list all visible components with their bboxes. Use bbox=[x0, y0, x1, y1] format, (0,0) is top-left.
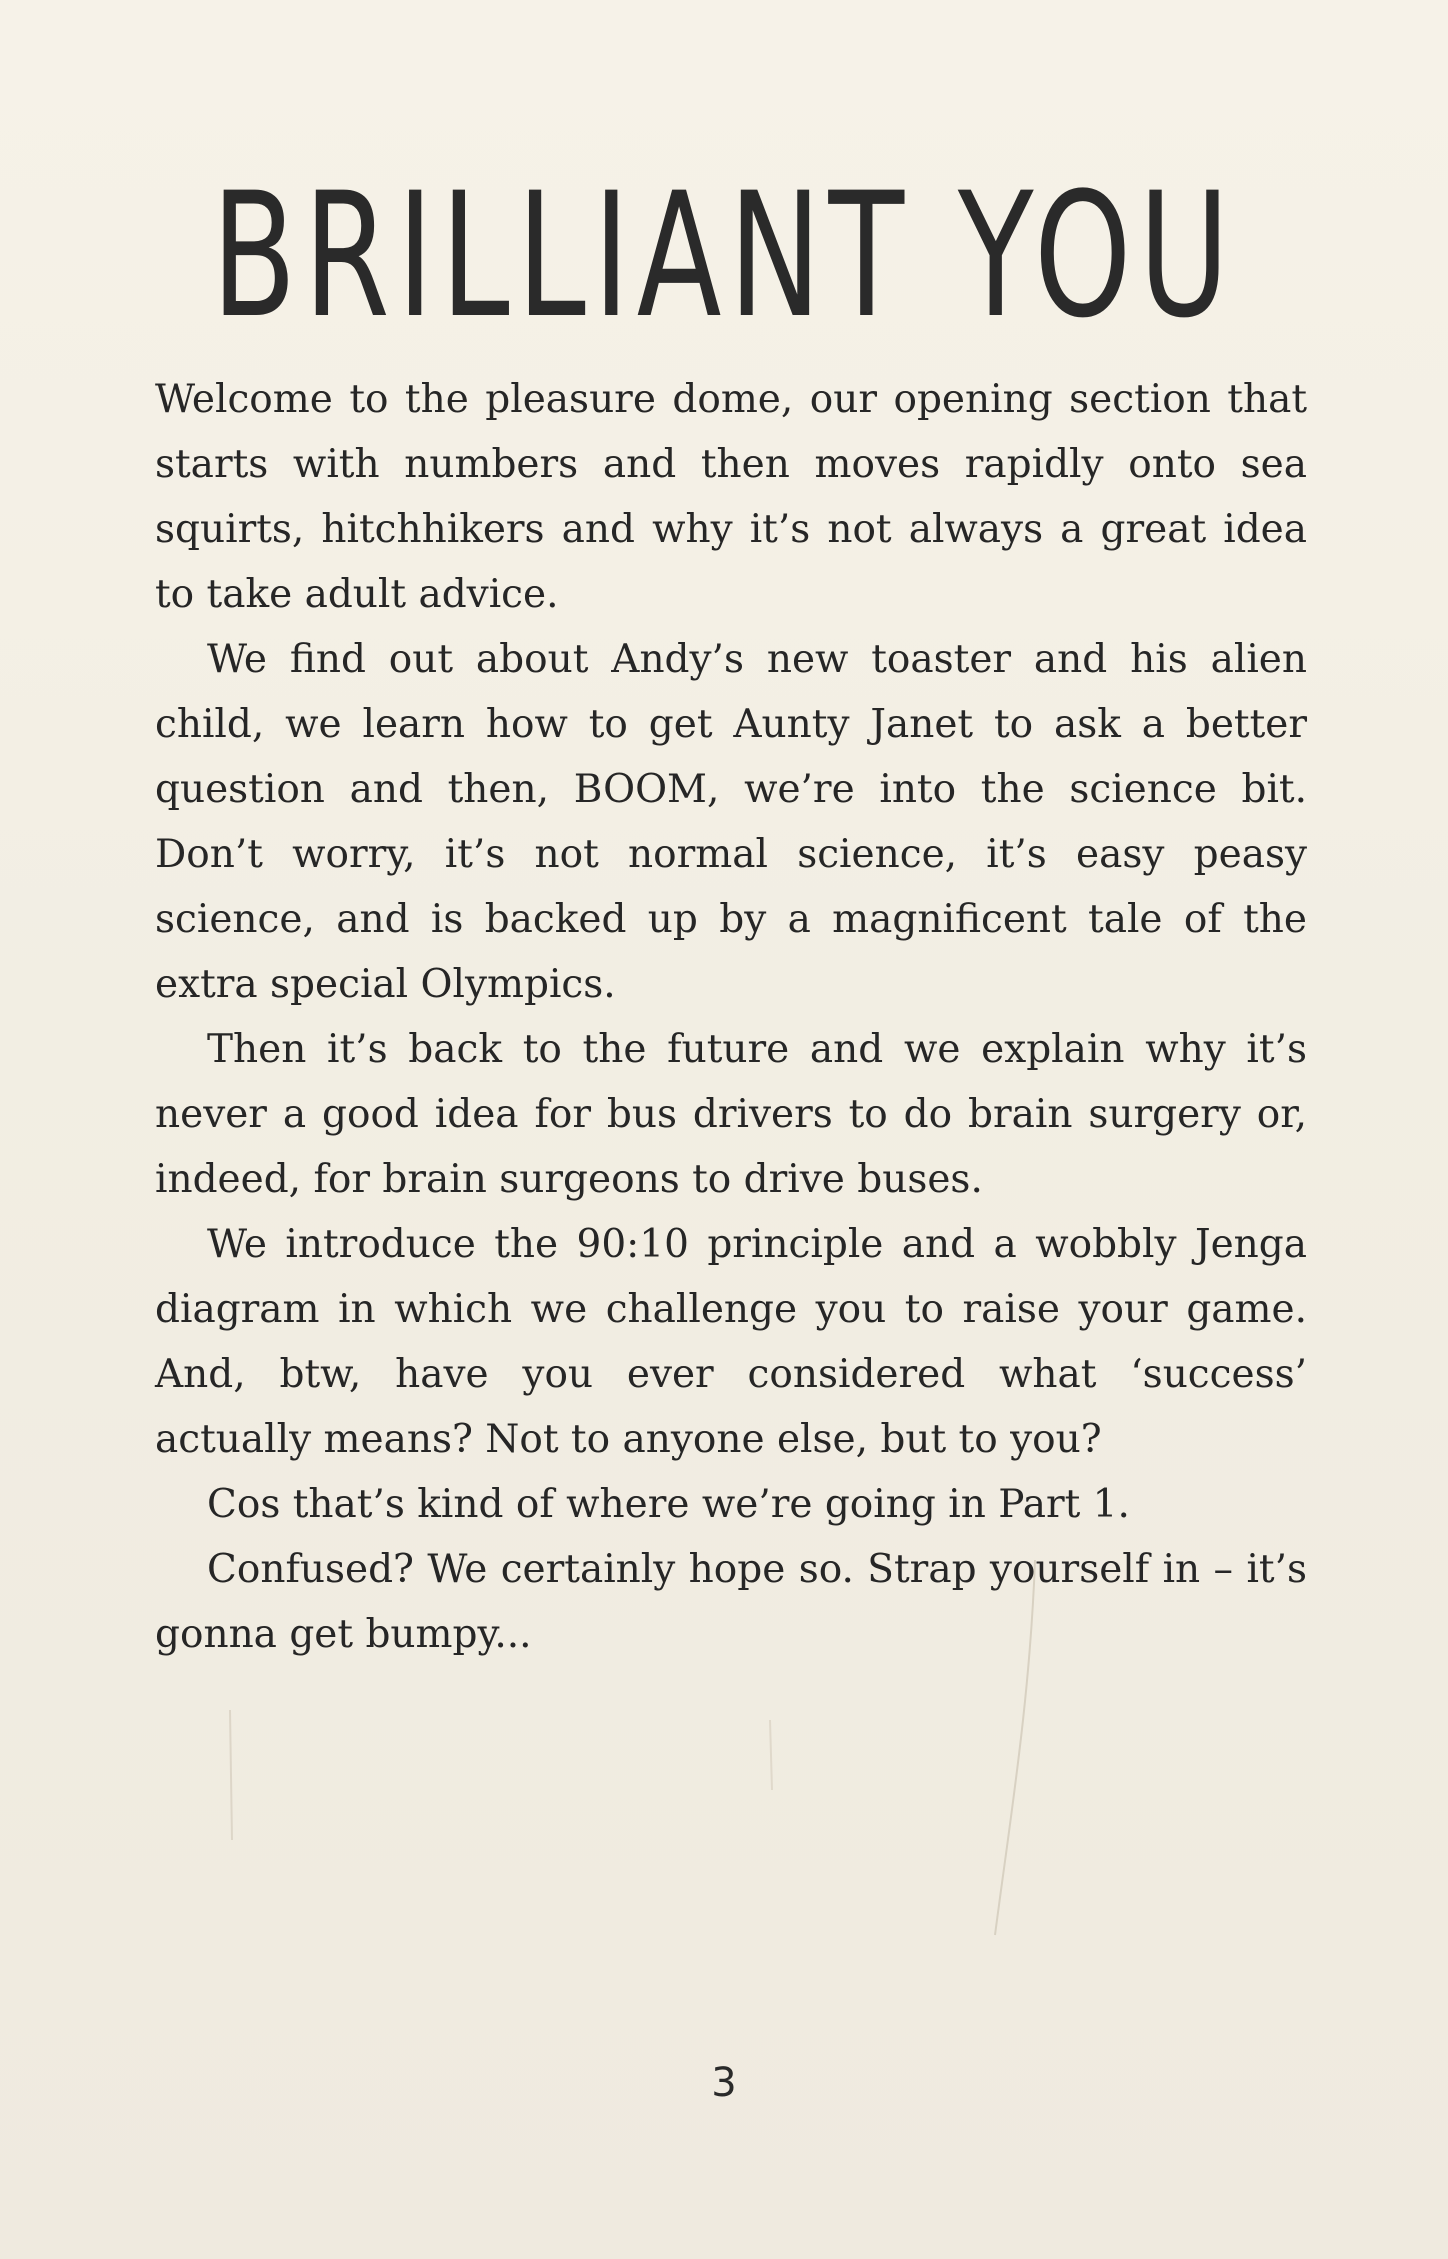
paragraph-6: Confused? We certainly hope so. Strap yourself in – it’s gonna get bumpy... bbox=[155, 1547, 1307, 1657]
paragraph-2: We find out about Andy’s new toaster and his alien child, we learn how to get Aunty Janet to ask a better question and then, BOOM, we’re into the science bit. Don’t worry, it’s not normal science, it’s easy peasy science, and is backed up by a magnificent tale of the extra special Olympics. bbox=[155, 637, 1307, 1007]
page-number: 3 bbox=[711, 2060, 737, 2106]
chapter-title: BRILLIANT YOU bbox=[211, 155, 1237, 356]
body-text bbox=[155, 367, 1307, 1667]
paragraph-1: Welcome to the pleasure dome, our opening section that starts with numbers and then moves rapidly onto sea squirts, hitchhikers and why it’s not always a great idea to take adult advice. bbox=[155, 377, 1307, 617]
paragraph-3: Then it’s back to the future and we explain why it’s never a good idea for bus drivers to do brain surgery or, indeed, for brain surgeons to drive buses. bbox=[155, 1027, 1307, 1202]
paragraph-5: Cos that’s kind of where we’re going in Part 1. bbox=[207, 1482, 1130, 1527]
paragraph-4: We introduce the 90:10 principle and a wobbly Jenga diagram in which we challenge you to raise your game. And, btw, have you ever considered what ‘success’ actually means? Not to anyone else, but to you? bbox=[155, 1222, 1307, 1462]
